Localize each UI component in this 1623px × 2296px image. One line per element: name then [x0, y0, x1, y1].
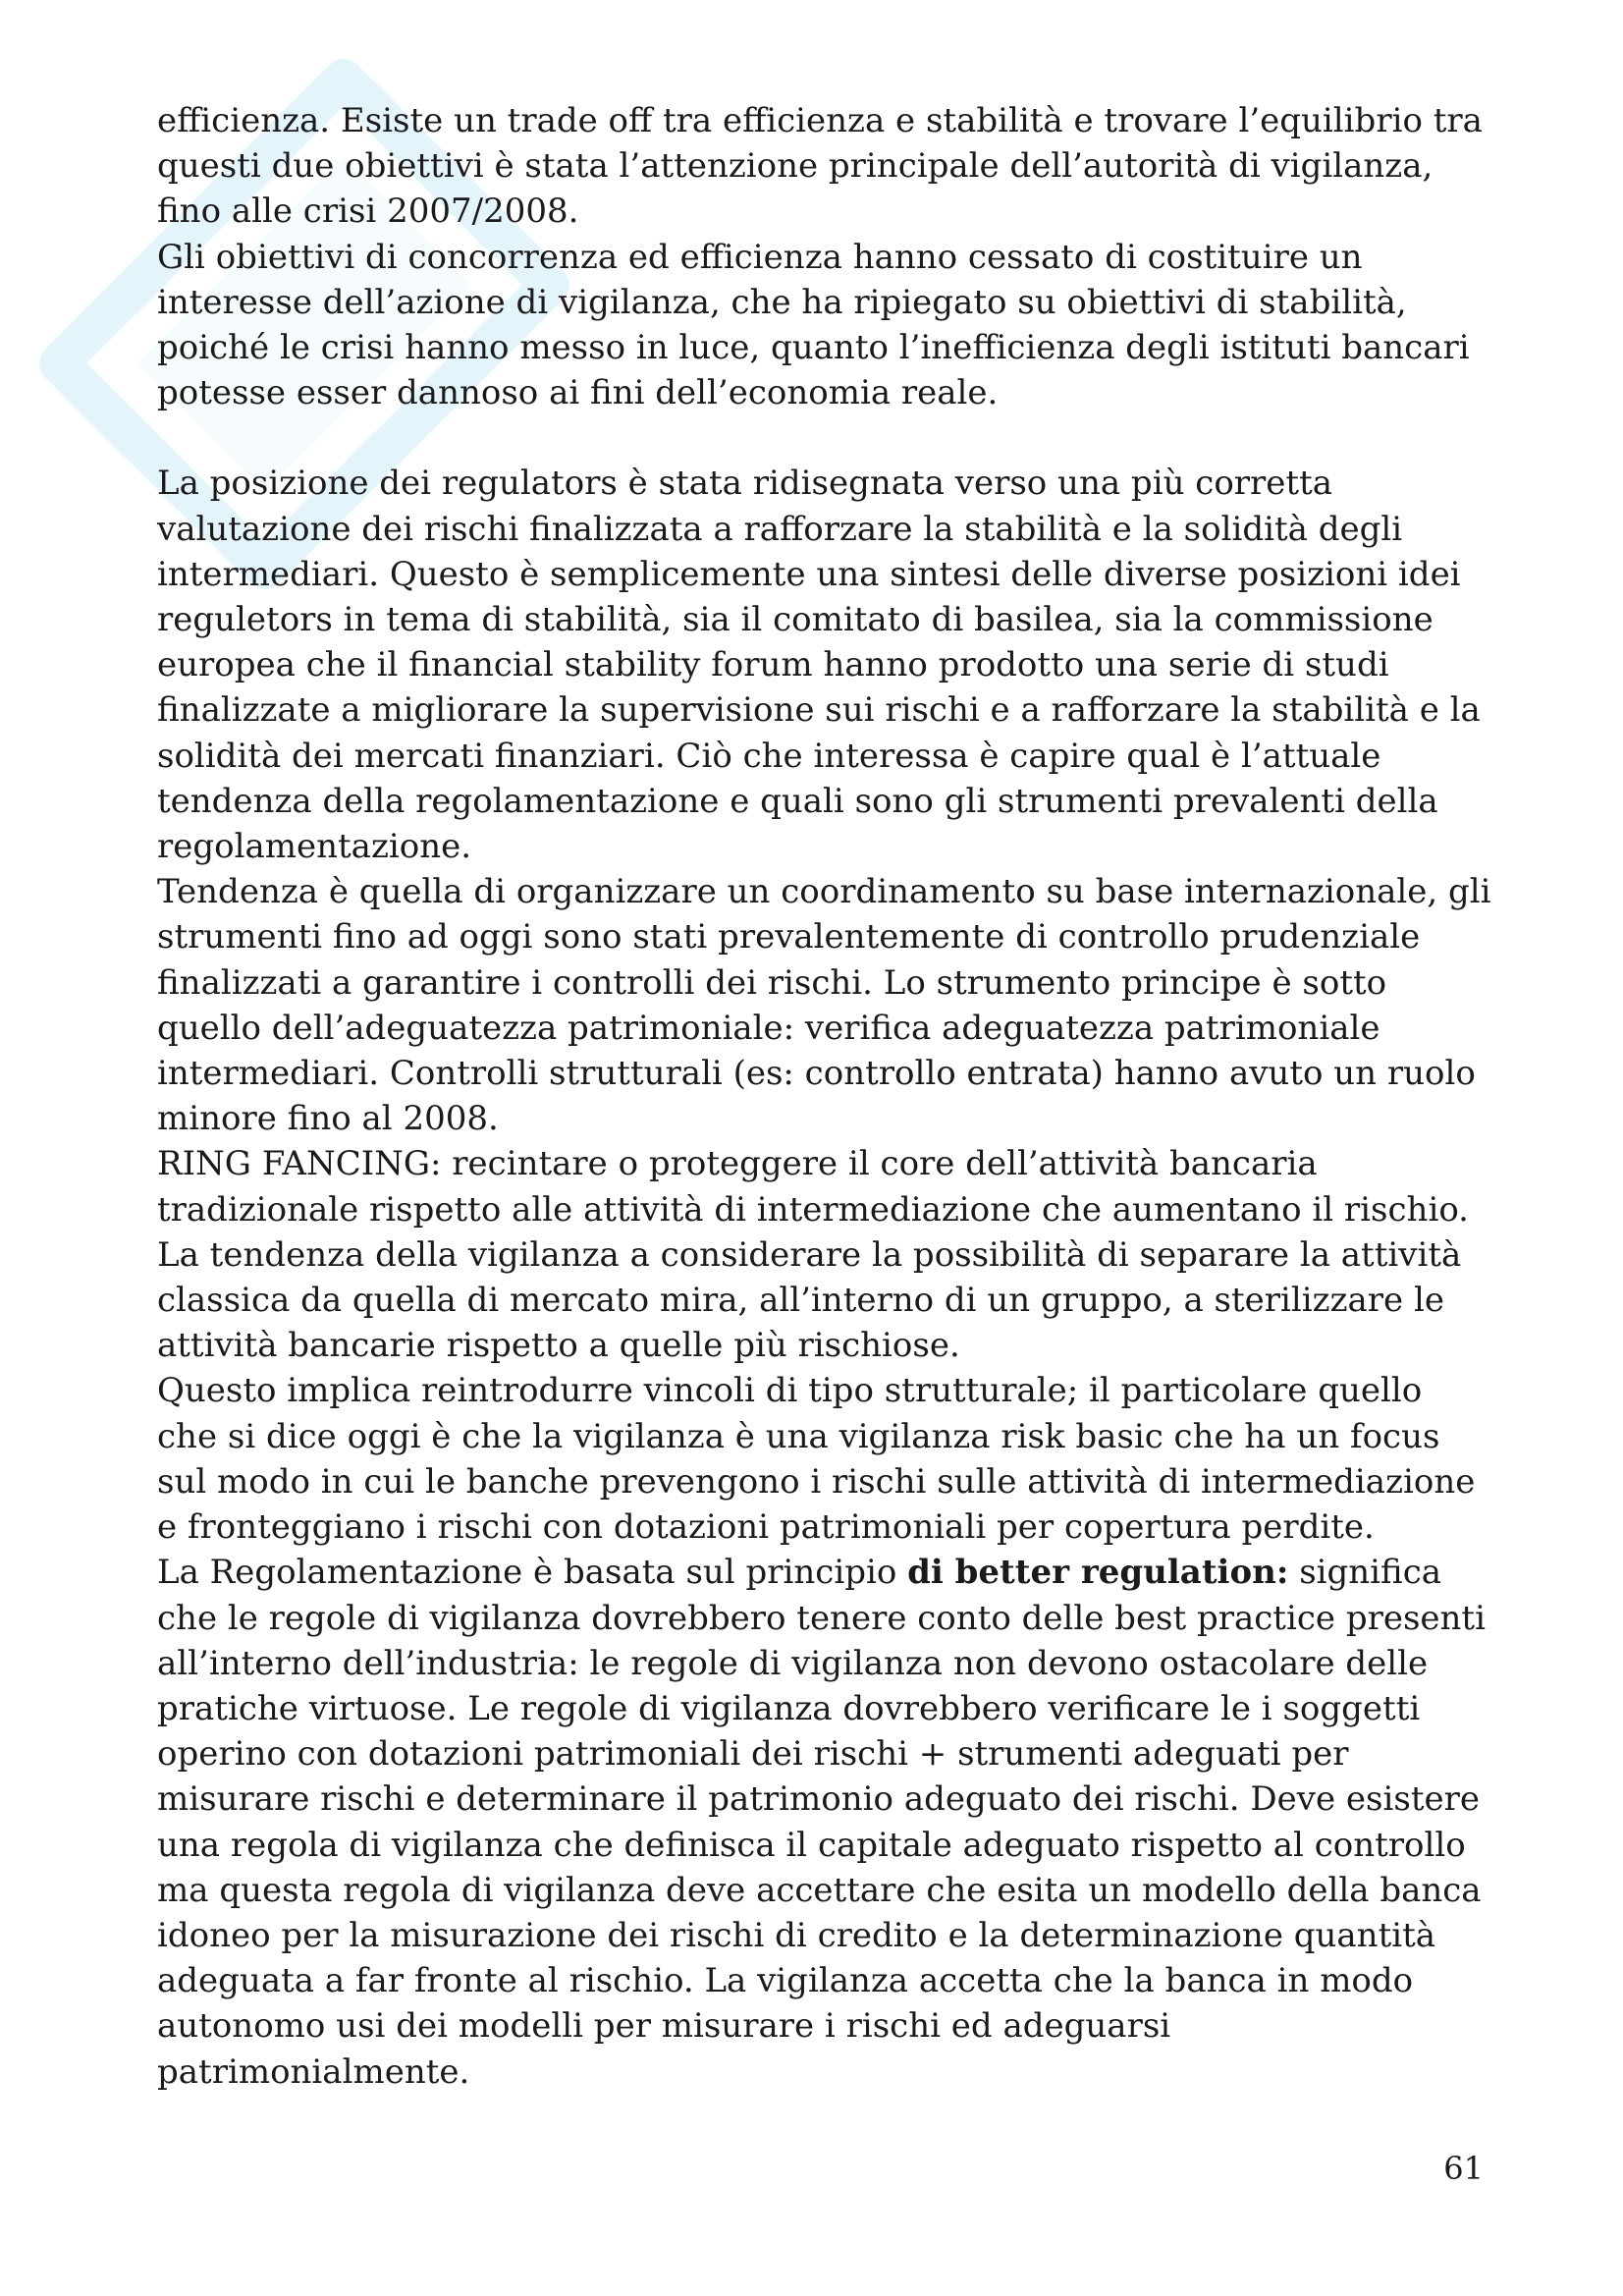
paragraph-international-coordination: Tendenza è quella di organizzare un coordinamento su base internazionale, gli strumenti fino ad oggi sono stati prevalentemente di controllo prudenziale finalizzati a garantire i controlli dei rischi. Lo strumento principe è sotto quello dell’adeguatezza patrimoniale: verifica adeguatezza patrimoniale intermediari. Controlli strutturali (es: controllo entrata) hanno avuto un ruolo minore fino al 2008.: [157, 872, 1491, 1139]
paragraph-better-regulation: [157, 1550, 1492, 2094]
better-regulation-term: di better regulation:: [907, 1553, 1289, 1593]
paragraph-spacer: [157, 415, 1492, 461]
better-regulation-body: significa che le regole di vigilanza dovrebbero tenere conto delle best practice presenti all’interno dell’industria: le regole di vigilanza non devono ostacolare delle pratiche virtuose. Le regole di vigilanza dovrebbero verificare le i soggetti operino con dotazioni patrimoniali dei rischi + strumenti adeguati per misurare rischi e determinare il patrimonio adeguato dei rischi. Deve esistere una regola di vigilanza che definisca il capitale adeguato rispetto al controllo ma questa regola di vigilanza deve accettare che esita un modello della banca idoneo per la misurazione dei rischi di credito e la determinazione quantità adeguata a far fronte al rischio. La vigilanza accetta che la banca in modo autonomo usi dei modelli per misurare i rischi ed adeguarsi patrimonialmente.: [157, 1553, 1486, 2092]
paragraph-competition-objectives: Gli obiettivi di concorrenza ed efficienza hanno cessato di costituire un interesse dell’azione di vigilanza, che ha ripiegato su obiettivi di stabilità, poiché le crisi hanno messo in luce, quanto l’inefficienza degli istituti bancari potesse esser dannoso ai fini dell’economia reale.: [157, 237, 1470, 413]
paragraph-ring-fencing: RING FANCING: recintare o proteggere il core dell’attività bancaria tradizionale rispetto alle attività di intermediazione che aumentano il rischio.: [157, 1144, 1469, 1230]
better-regulation-intro: La Regolamentazione è basata sul principio: [157, 1553, 908, 1593]
page-number: 61: [1443, 2150, 1484, 2187]
document-body: [157, 98, 1492, 2095]
paragraph-regulators-position: La posizione dei regulators è stata ridisegnata verso una più corretta valutazione dei rischi finalizzata a rafforzare la stabilità e la solidità degli intermediari. Questo è semplicemente una sintesi delle diverse posizioni idei reguletors in tema di stabilità, sia il comitato di basilea, sia la commissione europea che il financial stability forum hanno prodotto una serie di studi finalizzate a migliorare la supervisione sui rischi e a rafforzare la stabilità e la solidità dei mercati finanziari. Ciò che interessa è capire qual è l’attuale tendenza della regolamentazione e quali sono gli strumenti prevalenti della regolamentazione.: [157, 464, 1481, 867]
paragraph-separation-tendency: La tendenza della vigilanza a considerare la possibilità di separare la attività classica da quella di mercato mira, all’interno di un gruppo, a sterilizzare le attività bancarie rispetto a quelle più rischiose.: [157, 1234, 1462, 1366]
paragraph-efficiency-tradeoff: efficienza. Esiste un trade off tra efficienza e stabilità e trovare l’equilibrio tra questi due obiettivi è stata l’attenzione principale dell’autorità di vigilanza, fino alle crisi 2007/2008.: [157, 101, 1483, 232]
paragraph-structural-constraints: Questo implica reintrodurre vincoli di tipo strutturale; il particolare quello che si dice oggi è che la vigilanza è una vigilanza risk basic che ha un focus sul modo in cui le banche prevengono i rischi sulle attività di intermediazione e fronteggiano i rischi con dotazioni patrimoniali per copertura perdite.: [157, 1371, 1476, 1548]
